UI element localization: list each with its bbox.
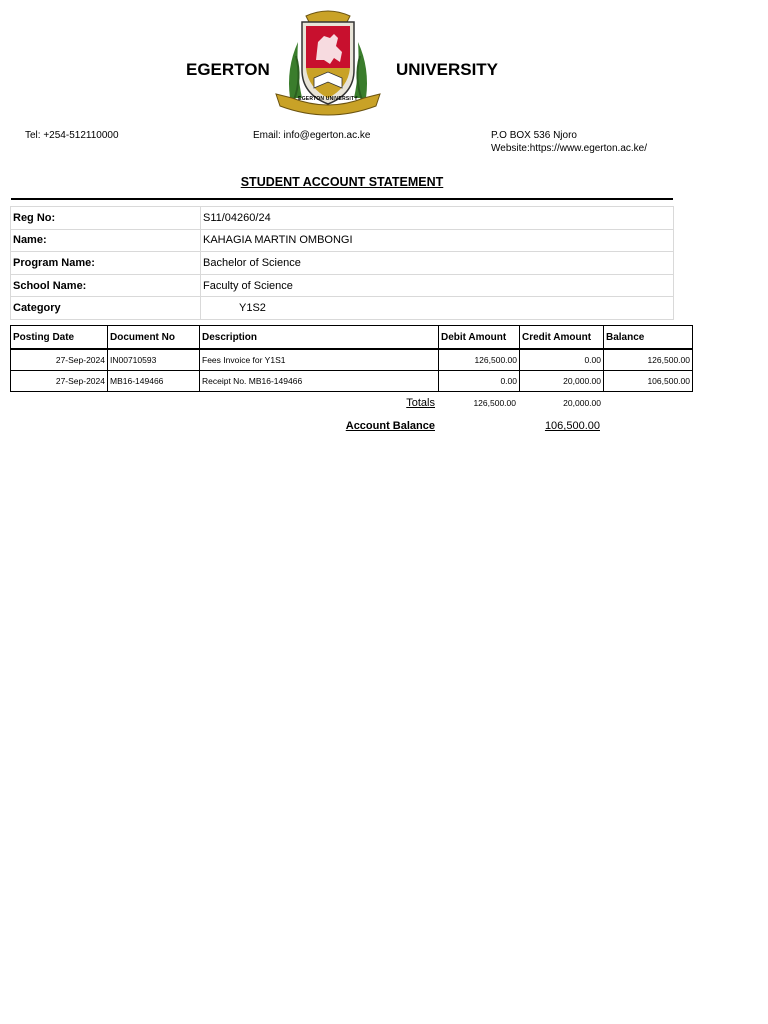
table-row [11,349,693,371]
cell-document-no: IN00710593 [108,349,200,371]
header-right-word: UNIVERSITY [396,60,499,79]
col-debit-amount: Debit Amount [439,326,520,350]
contact-tel: Tel: +254-512110000 [25,130,119,141]
student-info-row [11,252,674,275]
header-left-word: EGERTON [186,60,270,79]
col-balance: Balance [604,326,693,350]
student-info-row [11,229,674,252]
program-name-value: Bachelor of Science [201,252,674,275]
name-value: KAHAGIA MARTIN OMBONGI [201,229,674,252]
col-document-no: Document No [108,326,200,350]
student-info-row [11,297,674,320]
contact-website: Website:https://www.egerton.ac.ke/ [491,143,648,154]
totals-credit: 20,000.00 [563,398,601,408]
totals-label: Totals [406,397,435,409]
cell-debit: 126,500.00 [439,349,520,371]
name-label: Name: [11,229,201,252]
contact-address: P.O BOX 536 Njoro [491,130,577,141]
account-balance-label: Account Balance [345,420,435,432]
col-posting-date: Posting Date [11,326,108,350]
category-label: Category [11,297,201,320]
program-name-label: Program Name: [11,252,201,275]
cell-posting-date: 27-Sep-2024 [11,371,108,392]
reg-no-label: Reg No: [11,207,201,230]
cell-balance: 106,500.00 [604,371,693,392]
reg-no-value: S11/04260/24 [201,207,674,230]
account-balance-value: 106,500.00 [544,420,600,432]
student-info-row [11,207,674,230]
contact-email: Email: info@egerton.ac.ke [253,130,371,141]
cell-document-no: MB16-149466 [108,371,200,392]
col-description: Description [200,326,439,350]
totals-debit: 126,500.00 [473,398,516,408]
cell-balance: 126,500.00 [604,349,693,371]
title-divider [11,198,673,200]
cell-debit: 0.00 [439,371,520,392]
cell-credit: 0.00 [520,349,604,371]
ledger-table [10,325,693,392]
table-row [11,371,693,392]
cell-description: Receipt No. MB16-149466 [200,371,439,392]
cell-description: Fees Invoice for Y1S1 [200,349,439,371]
statement-title: STUDENT ACCOUNT STATEMENT [240,175,444,189]
cell-posting-date: 27-Sep-2024 [11,349,108,371]
crest-ribbon-text: EGERTON UNIVERSITY [298,96,358,102]
student-info-table [10,206,674,320]
school-name-label: School Name: [11,274,201,297]
student-info-row [11,274,674,297]
cell-credit: 20,000.00 [520,371,604,392]
category-value: Y1S2 [201,297,674,320]
ledger-header-row [11,326,693,350]
school-name-value: Faculty of Science [201,274,674,297]
col-credit-amount: Credit Amount [520,326,604,350]
